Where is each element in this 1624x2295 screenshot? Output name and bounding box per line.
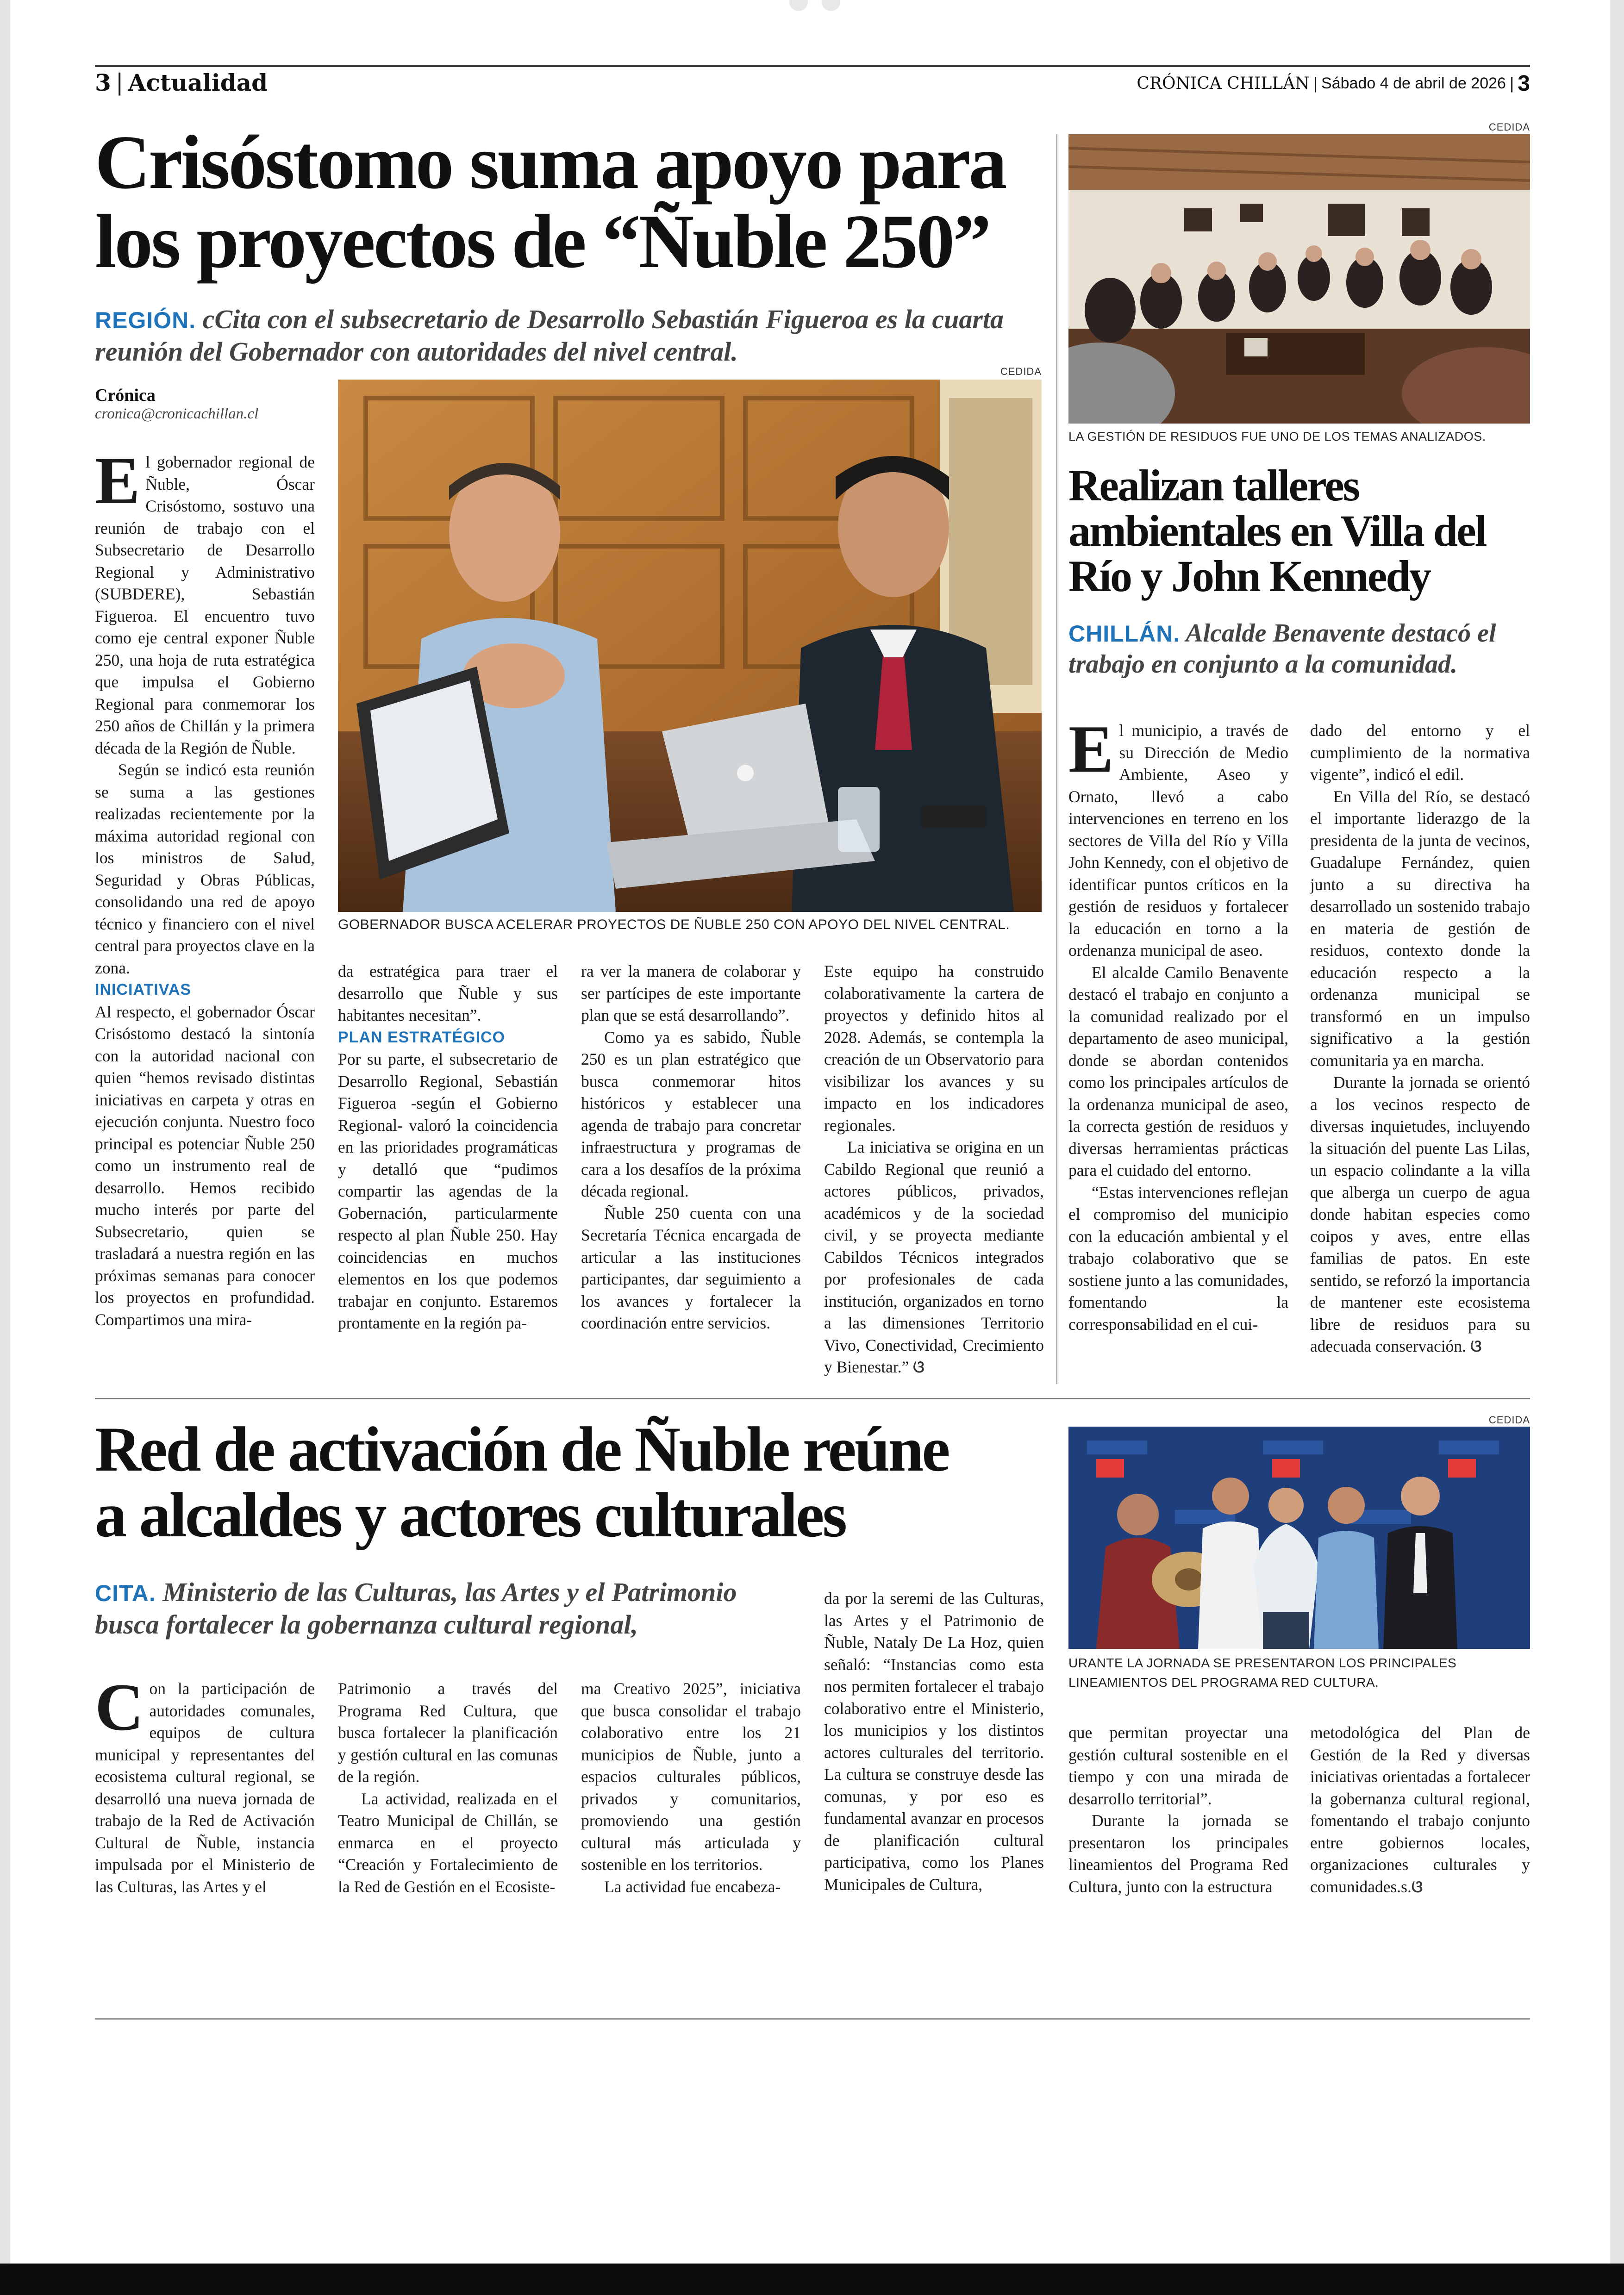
page-dot[interactable] [789,0,808,11]
paragraph: Ñuble 250 cuenta con una Secretaría Técnica encargada de articular a las instituciones participantes, dar seguimiento a los avances y fortalecer la coordinación entre servicios. [581,1204,801,1332]
newspaper-name: CRÓNICA CHILLÁN [1137,74,1310,93]
header-top-rule [95,65,1530,67]
headline-line: ambientales en Villa del [1068,505,1486,555]
article3-deck [95,1576,799,1640]
headline-line: Río y John Kennedy [1068,551,1430,601]
page-indicator [782,0,847,9]
paragraph: ma Creativo 2025”, iniciativa que busca consolidar el trabajo colaborativo entre los 21 municipios de Ñuble, junto a espacios culturales públicos, privados y comunitarios, promoviendo una gestión cultural más articulada y sostenible en los territorios. [581,1679,801,1874]
paragraph: “Estas intervenciones reflejan el compromiso del municipio con la educación ambiental y el trabajo colaborativo que se sostiene junto a las comunidades, fomentando la corresponsabilidad en el cui- [1068,1183,1288,1334]
paragraph: En Villa del Río, se destacó el importante liderazgo de la presidenta de la junta de vecinos, Guadalupe Fernández, quien junto a su directiva ha desarrollado un sostenido trabajo en materia de gestión de residuos, contexto donde la educación respecto a la ordenanza municipal se transformó en un impulso significativo a la gestión comunitaria ya en marcha. [1310,787,1530,1070]
paragraph [1310,1722,1530,1898]
paragraph: El alcalde Camilo Benavente destacó el trabajo en conjunto a la comunidad realizado por el departamento de aseo municipal, donde se abordan contenidos como los principales artículos de la ordenanza municipal de aseo, la correcta gestión de residuos y diversas herramientas prácticas para el cuidado del entorno. [1068,963,1288,1179]
headline-line: a alcaldes y actores culturales [95,1479,846,1551]
end-mark-icon: ଓ [1470,1337,1482,1356]
page-dot[interactable] [822,0,840,11]
paragraph: da por la seremi de las Culturas, las Artes y el Patrimonio de Ñuble, Nataly De La Hoz, quien señaló: “Instancias como esta nos permiten fortalecer el trabajo colaborativo entre el Ministerio, los municipios y los distintos actores culturales del territorio. La cultura se construye desde las comunas, y por eso es fundamental avanzar en procesos de planificación cultural participativa, como los Planes Municipales de Cultura, [824,1589,1044,1894]
article1-headline [95,119,1039,284]
headline-line: Realizan talleres [1068,461,1359,510]
article3-kicker: CITA. [95,1580,156,1606]
paragraph-text: metodológica del Plan de Gestión de la Red y diversas iniciativas orientadas a fortalecer la gobernanza cultural regional, fomentando el trabajo conjunto entre gobiernos locales, organizaciones culturales y comunidades.s. [1310,1723,1530,1896]
column-divider [1056,134,1057,1384]
header-separator: | [115,69,124,96]
article2-kicker: CHILLÁN. [1068,621,1181,647]
subhead-plan-estrategico: PLAN ESTRATÉGICO [338,1028,506,1046]
article3-column-6 [1310,1722,1530,1898]
paragraph-text: Durante la jornada se orientó a los vecinos respecto de diversas inquietudes, incluyendo la situación del puente Las Lilas, un espacio colindante a la villa que alberga un cuerpo de agua donde habitan especies como coipos y aves, entre ellas familias de patos. En este sentido, se reforzó la importancia de mantener este ecosistema libre de residuos para su adecuada conservación. [1310,1073,1530,1355]
paragraph: El municipio, a través de su Dirección de Medio Ambiente, Aseo y Ornato, llevó a cabo intervenciones en terreno en los sectores de Villa del Río y Villa John Kennedy, con el objetivo de identificar puntos críticos en la gestión de residuos y fortalecer la educación en torno a la ordenanza municipal de aseo. [1068,711,1288,960]
right-margin-strip [1610,0,1624,2295]
page-header-left [95,69,465,96]
section-rule [95,1398,1530,1399]
paragraph: Al respecto, el gobernador Óscar Crisóstomo destacó la sintonía con la autoridad nacional con quien “hemos revisado distintas iniciativas en carpeta y otras en ejecución conjunta. Nuestro foco principal es potenciar Ñuble 250 como un instrumento real de desarrollo. Hemos recibido mucho interés por parte del Subsecretario, quien se trasladará a nuestra región en las próximas semanas para conocer los proyectos en profundidad. Compartimos una mira- [95,1002,315,1329]
headline-line: los proyectos de “Ñuble 250” [95,198,990,284]
article2-deck-text: Alcalde Benavente destacó el trabajo en conjunto a la comunidad. [1068,619,1496,679]
paragraph-text: La iniciativa se origina en un Cabildo Regional que reunió a actores públicos, privados, académicos y de la sociedad civil, y se proyecta mediante Cabildos Técnicos integrados por profesionales de cada institución, organizados en torno a las dimensiones Territorio Vivo, Conectividad, Crecimiento y Bienestar.” [824,1138,1044,1376]
paragraph: dado del entorno y el cumplimiento de la normativa vigente”, indicó el edil. [1310,721,1530,784]
article3-caption: URANTE LA JORNADA SE PRESENTARON LOS PRINCIPALES LINEAMIENTOS DEL PROGRAMA RED CULTURA. [1068,1656,1457,1690]
issue-date: Sábado 4 de abril de 2026 [1321,74,1506,92]
photo-credit: CEDIDA [1488,121,1530,133]
article1-column-4 [824,960,1044,1378]
page-number: 3 [95,69,111,96]
paragraph: Como ya es sabido, Ñuble 250 es un plan estratégico que busca conmemorar hitos históricos y establecer una agenda de trabajo para concretar infraestructura y programas de cara a los desafíos de la próxima década regional. [581,1028,801,1200]
paragraph: Con la participación de autoridades comunales, equipos de cultura municipal y representantes del ecosistema cultural regional, se desarrolló una nueva jornada de trabajo de la Red de Activación Cultural de Ñuble, instancia impulsada por el Ministerio de las Culturas, las Artes y el [95,1670,315,1896]
byline-email[interactable]: cronica@cronicachillan.cl [95,405,259,422]
page-number: 3 [1518,71,1530,96]
paragraph: que permitan proyectar una gestión cultural sostenible en el tiempo y con una mirada de desarrollo territorial”. [1068,1723,1288,1808]
paragraph: ra ver la manera de colaborar y ser partícipes de este importante plan que se está desarrollando”. [581,962,801,1024]
article2-headline [1068,463,1530,599]
paragraph: da estratégica para traer el desarrollo que Ñuble y sus habitantes necesitan”. [338,962,558,1024]
article3-column-3 [581,1678,801,1898]
meeting-photo-illustration [338,380,1042,912]
article2-photo [1068,134,1530,424]
byline-name: Crónica [95,386,156,405]
article3-column-4 [824,1588,1044,1896]
paragraph [1310,1072,1530,1358]
article3-column-1 [95,1670,315,1898]
article1-column-3 [581,960,801,1335]
article1-column-2 [338,960,558,1335]
article1-deck-text: cCita con el subsecretario de Desarrollo Sebastián Figueroa es la cuarta reunión del Gobernador con autoridades del nivel central. [95,304,1004,367]
end-mark-icon: ଓ [1411,1877,1423,1896]
article1-kicker: REGIÓN. [95,307,196,333]
article2-column-2 [1310,720,1530,1358]
article2-caption: LA GESTIÓN DE RESIDUOS FUE UNO DE LOS TEMAS ANALIZADOS. [1068,430,1486,443]
paragraph: Patrimonio a través del Programa Red Cultura, que busca fortalecer la planificación y gestión cultural en las comunas de la región. [338,1679,558,1786]
article3-headline [95,1414,1058,1551]
page-header-right [1088,70,1530,96]
paragraph: Durante la jornada se presentaron los principales lineamientos del Programa Red Cultura, junto con la estructura [1068,1811,1288,1896]
footer-rule [95,2018,1530,2020]
headline-line: Red de activación de Ñuble reúne [95,1414,949,1484]
viewer-bottom-bar [0,2264,1624,2295]
photo-credit: CEDIDA [1000,366,1042,377]
paragraph: Este equipo ha construido colaborativamente la cartera de proyectos y definido hitos al 2028. Además, se contempla la creación de un Observatorio para visibilizar los avances y su impacto en los indicadores regionales. [824,962,1044,1135]
article2-deck [1068,618,1530,680]
article1-byline [95,385,326,423]
subhead-iniciativas: INICIATIVAS [95,981,192,998]
paragraph [824,1136,1044,1378]
article3-photo [1068,1427,1530,1649]
paragraph: Según se indicó esta reunión se suma a las gestiones realizadas recientemente por la máxima autoridad regional con los ministros de Salud, Seguridad y Obras Públicas, consolidando una red de apoyo técnico y financiero con el nivel central para proyectos clave en la zona. [95,761,315,977]
left-margin-strip [0,0,10,2295]
article3-column-2 [338,1678,558,1898]
article3-column-5 [1068,1722,1288,1898]
paragraph: El gobernador regional de Ñuble, Óscar Crisóstomo, sostuvo una reunión de trabajo con el Subsecretario de Desarrollo Regional y Administrativo (SUBDERE), Sebastián Figueroa. El encuentro tuvo como eje central exponer Ñuble 250, una hoja de ruta estratégica que impulsa el Gobierno Regional para conmemorar los 250 años de Chillán y la primera década de la Región de Ñuble. [95,443,315,757]
headline-line: Crisóstomo suma apoyo para [95,119,1006,205]
end-mark-icon: ଓ [913,1358,924,1377]
paragraph: Por su parte, el subsecretario de Desarrollo Regional, Sebastián Figueroa -según el Gobierno Regional- valoró la coincidencia en las prioridades programáticas y detalló que “pudimos compartir las agendas de la Gobernación, particularmente respecto al plan Ñuble 250. Hay coincidencias en muchos elementos en los que podemos trabajar en conjunto. Estaremos prontamente en la región pa- [338,1050,558,1332]
article1-column-1 [95,443,315,1331]
section-name: Actualidad [128,69,268,96]
header-separator: | [1509,74,1514,93]
article3-deck-text: Ministerio de las Culturas, las Artes y el Patrimonio busca fortalecer la gobernanza cultural regional, [95,1577,737,1640]
article1-caption: GOBERNADOR BUSCA ACELERAR PROYECTOS DE ÑUBLE 250 CON APOYO DEL NIVEL CENTRAL. [338,917,1010,932]
article2-column-1 [1068,711,1288,1335]
article1-photo [338,380,1042,912]
article1-deck [95,303,1039,368]
workshop-photo-illustration [1068,134,1530,424]
group-photo-illustration [1068,1427,1530,1649]
header-separator: | [1313,74,1318,93]
paragraph: La actividad, realizada en el Teatro Municipal de Chillán, se enmarca en el proyecto “Creación y Fortalecimiento de la Red de Gestión en el Ecosiste- [338,1789,558,1896]
photo-credit: CEDIDA [1488,1414,1530,1426]
paragraph: La actividad fue encabeza- [604,1877,781,1896]
